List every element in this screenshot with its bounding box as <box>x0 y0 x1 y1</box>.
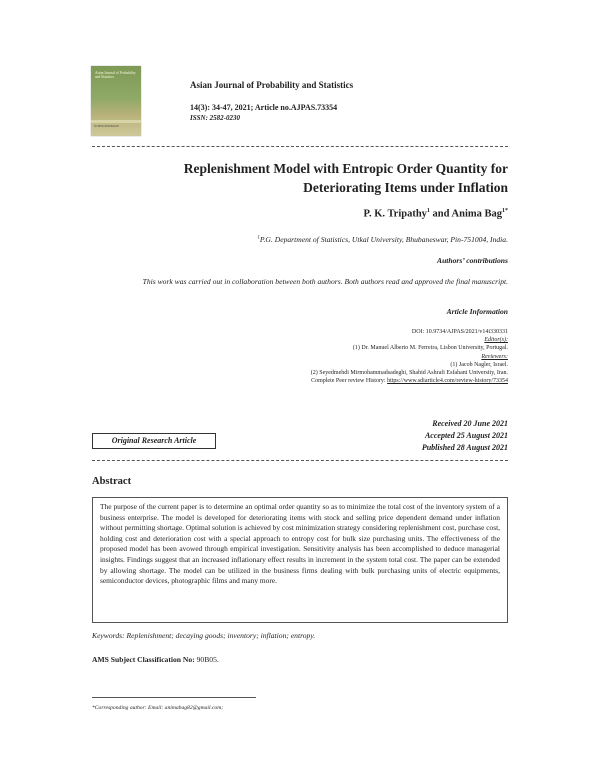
editors-label: Editor(s): <box>484 337 508 344</box>
received-date: Received 20 June 2021 <box>432 419 508 428</box>
review-history-link[interactable]: https://www.sdiarticle4.com/review-history/73354 <box>387 378 508 385</box>
author-line <box>364 208 508 220</box>
cover-title: Asian Journal of Probability and Statistics <box>95 71 136 80</box>
corresponding-author-footnote: *Corresponding author: Email: animabag82@gmail.com; <box>92 705 224 711</box>
doi: DOI: 10.9734/AJPAS/2021/v14i330331 <box>411 329 508 335</box>
contributions-heading: Authors’ contributions <box>437 256 508 265</box>
reviewers-label: Reviewers: <box>481 353 508 360</box>
ams-label: AMS Subject Classification No: <box>92 655 195 664</box>
issn: ISSN: 2582-0230 <box>190 114 240 122</box>
ams-classification <box>92 655 219 664</box>
abstract-heading: Abstract <box>92 476 132 487</box>
contributions-text: This work was carried out in collaboration between both authors. Both authors read and approved the final manuscript. <box>142 277 508 286</box>
publication-dates <box>422 418 508 454</box>
article-info-heading: Article Information <box>446 307 508 316</box>
header-divider <box>92 146 508 147</box>
article-type-badge: Original Research Article <box>92 433 216 449</box>
dates-divider <box>92 460 508 461</box>
article-info-block <box>311 328 508 385</box>
abstract-text: The purpose of the current paper is to determine an optimal order quantity so as to minimize the total cost of the inventory system of a business enterprise. The model is developed for deteriorating items with stock and selling price dependent demand under inflation without permitting shortage. Optimal solution is achieved by cost minimization strategy considering replenishment cost, purchase cost, holding cost and deterioration cost with a special approach to entropy cost for bulk size purchasing units. The effectiveness of the proposed model has been avowed through empirical investigation. Sensitivity analysis has been accomplished to deduce managerial insights. Findings suggest that an increased inflationary effect results in increment in the system total cost. The paper can be extended by allowing shortage. The model can be utilized in the business firms dealing with bulk purchasing units of electric equipments, semiconductor devices, photographic films and many more. <box>92 497 508 623</box>
author-1-sup: 1 <box>426 208 430 214</box>
reviewer-2: (2) Seyedmehdi Mirmohammadsadeghi, Shahid Ashrafi Esfahani University, Iran. <box>310 370 508 377</box>
cover-stripe <box>91 120 141 123</box>
author-2-sup: 1* <box>502 208 508 214</box>
paper-title-line-1: Replenishment Model with Entropic Order Quantity for <box>183 161 508 176</box>
affiliation-sup: 1 <box>257 235 260 241</box>
review-history-label: Complete Peer review History: <box>311 378 386 385</box>
volume-line: 14(3): 34-47, 2021; Article no.AJPAS.73354 <box>190 103 338 112</box>
journal-cover-image <box>91 66 141 136</box>
paper-title-line-2: Deteriorating Items under Inflation <box>303 180 508 195</box>
ams-value: 90B05. <box>194 655 219 664</box>
keywords: Keywords: Replenishment; decaying goods; inventory; inflation; entropy. <box>92 631 316 640</box>
accepted-date: Accepted 25 August 2021 <box>424 431 508 440</box>
reviewer-1: (1) Jacob Nagler, Israel. <box>450 361 508 368</box>
journal-name: Asian Journal of Probability and Statistics <box>190 80 354 90</box>
published-date: Published 28 August 2021 <box>421 443 508 452</box>
author-1: P. K. Tripathy <box>363 208 427 220</box>
footnote-divider <box>92 697 256 698</box>
author-separator: and <box>429 208 452 220</box>
author-2: Anima Bag <box>451 208 502 220</box>
editor-1: (1) Dr. Manuel Alberto M. Ferreira, Lisbon University, Portugal. <box>352 345 508 352</box>
cover-label: SCIENCEDOMAIN <box>94 124 119 128</box>
paper-title <box>88 159 508 197</box>
review-history <box>311 377 508 385</box>
affiliation-text: P.G. Department of Statistics, Utkal University, Bhubaneswar, Pin-751004, India. <box>259 235 508 244</box>
affiliation <box>257 235 508 244</box>
